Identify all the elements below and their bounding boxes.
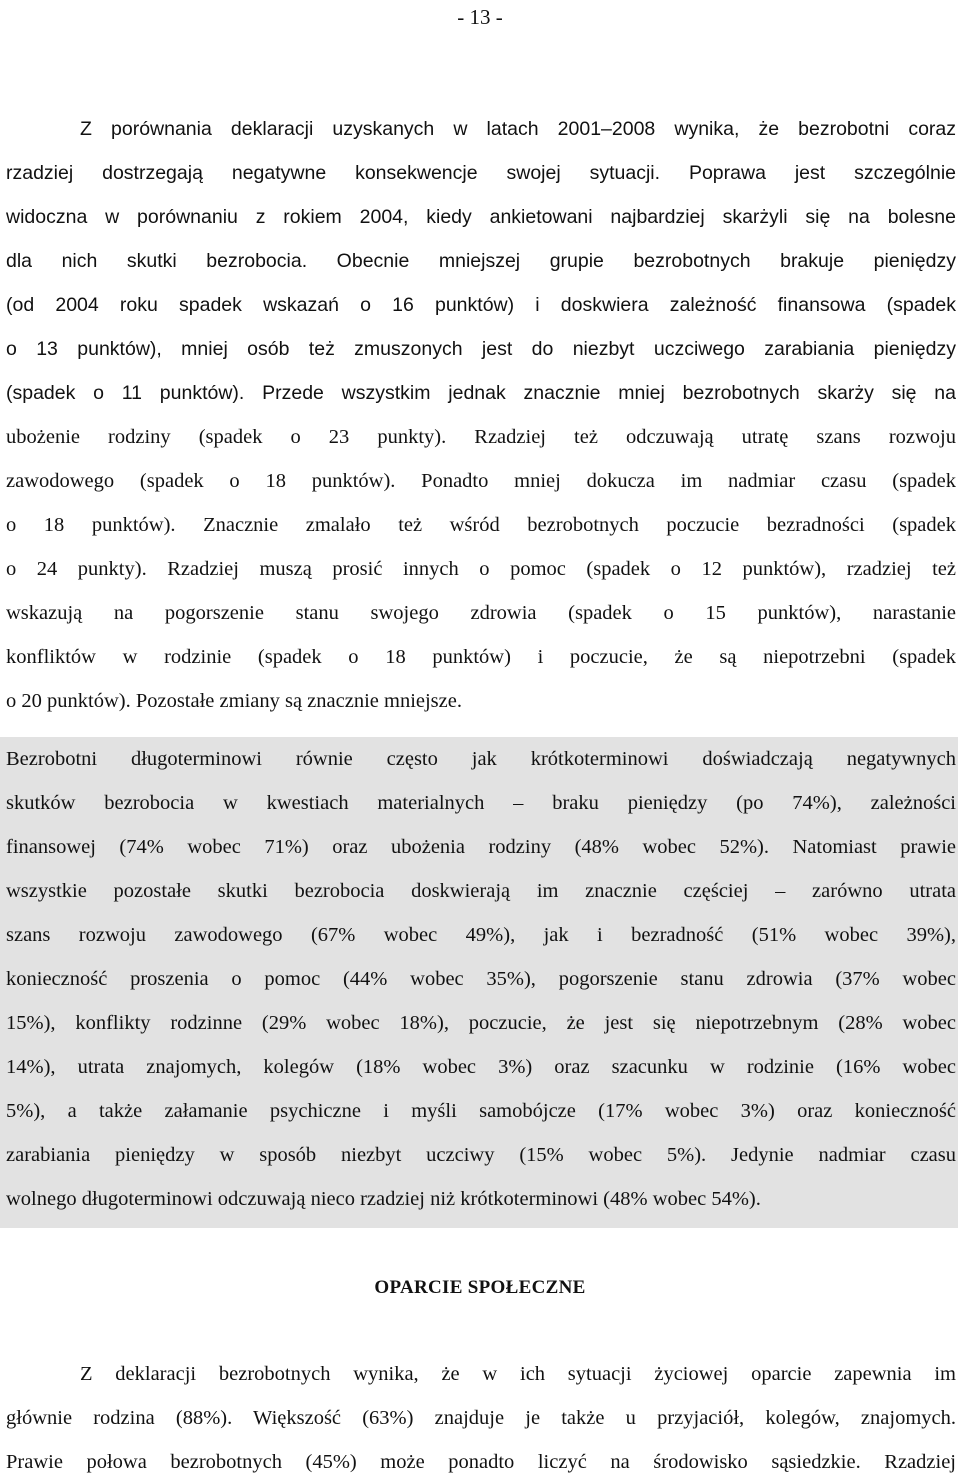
paragraph-3 xyxy=(6,1352,956,1484)
text-line: skutków bezrobocia w kwestiach materialnych – braku pieniędzy (po 74%), zależności xyxy=(6,792,956,814)
text-line: 14%), utrata znajomych, kolegów (18% wobec 3%) oraz szacunku w rodzinie (16% wobec xyxy=(6,1056,956,1078)
text-line: wszystkie pozostałe skutki bezrobocia doskwierają im znacznie częściej – zarówno utrata xyxy=(6,880,956,902)
text-line: finansowej (74% wobec 71%) oraz ubożenia rodziny (48% wobec 52%). Natomiast prawie xyxy=(6,836,956,858)
paragraph-1-sans xyxy=(6,107,956,415)
text-line: głównie rodzina (88%). Większość (63%) znajduje je także u przyjaciół, kolegów, znajomych. xyxy=(6,1407,956,1429)
paragraph-1-serif xyxy=(6,415,956,723)
text-line: zarabiania pieniędzy w sposób niezbyt uczciwy (15% wobec 5%). Jedynie nadmiar czasu xyxy=(6,1144,956,1166)
text-line: o 20 punktów). Pozostałe zmiany są znacznie mniejsze. xyxy=(6,690,462,712)
text-line: Z porównania deklaracji uzyskanych w latach 2001–2008 wynika, że bezrobotni coraz xyxy=(80,118,956,140)
text-line: Prawie połowa bezrobotnych (45%) może ponadto liczyć na środowisko sąsiedzkie. Rzadziej xyxy=(6,1451,956,1473)
text-line: (od 2004 roku spadek wskazań o 16 punktów) i doskwiera zależność finansowa (spadek xyxy=(6,294,956,316)
section-heading: OPARCIE SPOŁECZNE xyxy=(374,1277,586,1298)
text-line: Bezrobotni długoterminowi równie często jak krótkoterminowi doświadczają negatywnych xyxy=(6,748,956,770)
paragraph-2-highlighted xyxy=(6,737,956,1221)
text-line: 15%), konflikty rodzinne (29% wobec 18%), poczucie, że jest się niepotrzebnym (28% wobec xyxy=(6,1012,956,1034)
text-line: rzadziej dostrzegają negatywne konsekwencje swojej sytuacji. Poprawa jest szczególnie xyxy=(6,162,956,184)
text-line: zawodowego (spadek o 18 punktów). Ponadto mniej dokucza im nadmiar czasu (spadek xyxy=(6,470,956,492)
text-line: o 18 punktów). Znacznie zmalało też wśród bezrobotnych poczucie bezradności (spadek xyxy=(6,514,956,536)
text-line: wskazują na pogorszenie stanu swojego zdrowia (spadek o 15 punktów), narastanie xyxy=(6,602,956,624)
text-line: o 13 punktów), mniej osób też zmuszonych jest do niezbyt uczciwego zarabiania pieniędzy xyxy=(6,338,956,360)
text-line: widoczna w porównaniu z rokiem 2004, kiedy ankietowani najbardziej skarżyli się na bolesne xyxy=(6,206,956,228)
text-line: szans rozwoju zawodowego (67% wobec 49%), jak i bezradność (51% wobec 39%), xyxy=(6,924,956,946)
text-line: (spadek o 11 punktów). Przede wszystkim jednak znacznie mniej bezrobotnych skarży się na xyxy=(6,382,956,404)
page-number: - 13 - xyxy=(457,5,503,29)
text-line: wolnego długoterminowi odczuwają nieco rzadziej niż krótkoterminowi (48% wobec 54%). xyxy=(6,1188,761,1210)
text-line: konfliktów w rodzinie (spadek o 18 punktów) i poczucie, że są niepotrzebni (spadek xyxy=(6,646,956,668)
text-line: ubożenie rodziny (spadek o 23 punkty). Rzadziej też odczuwają utratę szans rozwoju xyxy=(6,426,956,448)
text-line: 5%), a także załamanie psychiczne i myśli samobójcze (17% wobec 3%) oraz konieczność xyxy=(6,1100,956,1122)
text-line: dla nich skutki bezrobocia. Obecnie mniejszej grupie bezrobotnych brakuje pieniędzy xyxy=(6,250,956,272)
text-line: konieczność proszenia o pomoc (44% wobec 35%), pogorszenie stanu zdrowia (37% wobec xyxy=(6,968,956,990)
text-line: Z deklaracji bezrobotnych wynika, że w ich sytuacji życiowej oparcie zapewnia im xyxy=(80,1363,956,1385)
text-line: o 24 punkty). Rzadziej muszą prosić innych o pomoc (spadek o 12 punktów), rzadziej też xyxy=(6,558,956,580)
